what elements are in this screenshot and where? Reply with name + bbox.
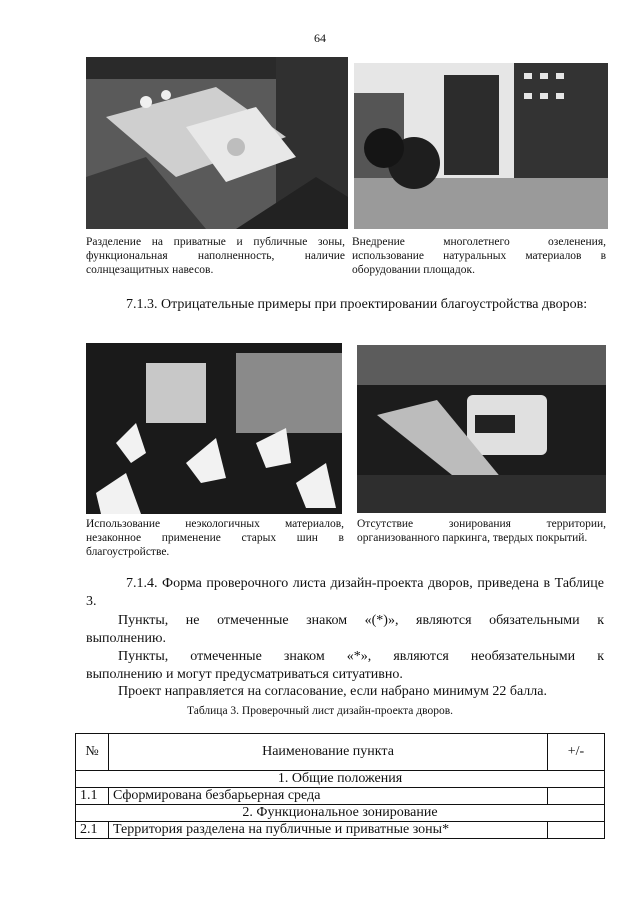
- section-heading: 7.1.4. Форма проверочного листа дизайн-проекта дворов, приведена в Таблице 3.: [86, 576, 604, 609]
- courtyard-aerial-photo: [86, 57, 348, 229]
- paragraph-line: Пункты, отмеченные знаком «*», являются необязательными к: [118, 649, 604, 664]
- figure-caption: Разделение на приватные и публичные зоны, функциональная наполненность, наличие солнцезащитных навесов.: [86, 236, 345, 276]
- paragraph-line: Пункты, не отмеченные знаком «(*)», являются обязательными к: [118, 613, 604, 628]
- table-section-row: [76, 805, 605, 822]
- header-item-name: Наименование пункта: [109, 734, 548, 771]
- item-text: Территория разделена на публичные и приватные зоны*: [109, 822, 548, 839]
- paragraph-line: выполнению и могут предусматриваться ситуативно.: [86, 667, 403, 682]
- item-text: Сформирована безбарьерная среда: [109, 788, 548, 805]
- figure-caption: Отсутствие зонирования территории, организованного паркинга, твердых покрытий.: [357, 518, 606, 544]
- table-title: Таблица 3. Проверочный лист дизайн-проекта дворов.: [186, 705, 454, 717]
- paragraph-line: Проект направляется на согласование, если набрано минимум 22 балла.: [118, 684, 547, 699]
- section-title: 1. Общие положения: [76, 771, 605, 788]
- section-heading: 7.1.3. Отрицательные примеры при проектировании благоустройства дворов:: [126, 297, 588, 312]
- parking-photo: [357, 345, 606, 513]
- item-number: 1.1: [76, 788, 109, 805]
- table-header-row: [76, 734, 605, 771]
- item-number: 2.1: [76, 822, 109, 839]
- figure-caption: Внедрение многолетнего озеленения, использование натуральных материалов в оборудовании площадок.: [352, 236, 606, 276]
- tire-decorations-photo: [86, 343, 342, 514]
- header-number: №: [76, 734, 109, 771]
- header-mark: +/-: [548, 734, 605, 771]
- greenery-courtyard-photo: [354, 63, 608, 229]
- checklist-table: [75, 733, 605, 839]
- mark-cell[interactable]: [548, 822, 605, 839]
- figure-caption: Использование неэкологичных материалов, незаконное применение старых шин в благоустройстве.: [86, 518, 344, 558]
- table-section-row: [76, 771, 605, 788]
- paragraph-line: выполнению.: [86, 631, 166, 646]
- page-number: 64: [314, 31, 326, 45]
- section-title: 2. Функциональное зонирование: [76, 805, 605, 822]
- table-row: [76, 788, 605, 805]
- mark-cell[interactable]: [548, 788, 605, 805]
- table-row: [76, 822, 605, 839]
